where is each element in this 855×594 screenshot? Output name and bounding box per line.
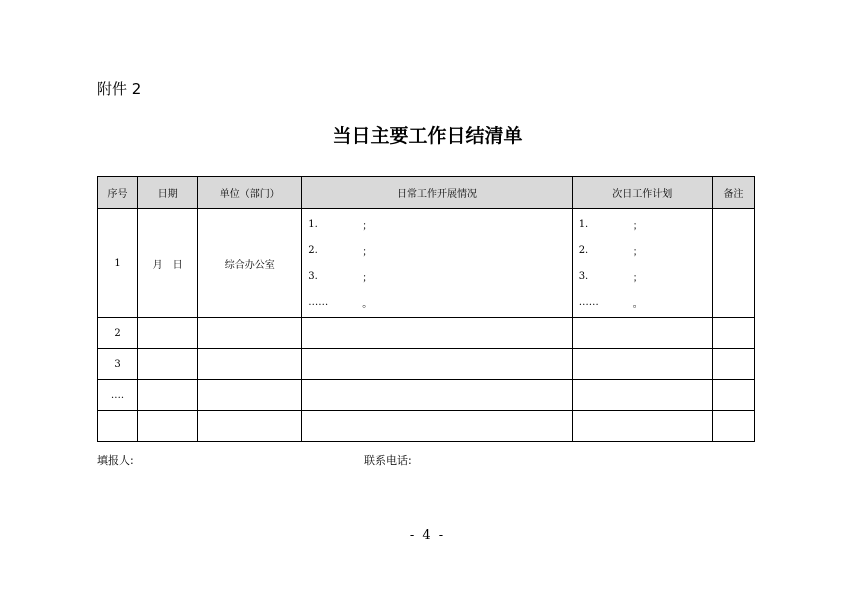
table-row <box>98 380 755 411</box>
row-unit <box>198 411 302 442</box>
daily-work-table <box>97 176 755 442</box>
daily-work-cell <box>302 411 572 442</box>
item-mark: ； <box>632 246 643 258</box>
row-unit <box>198 318 302 349</box>
next-day-plan-cell <box>572 349 712 380</box>
table-row <box>98 318 755 349</box>
row-seq <box>98 411 138 442</box>
item-number: …… <box>578 296 599 308</box>
plan-item <box>579 211 706 237</box>
row-date <box>138 380 198 411</box>
row-date: 月 日 <box>138 209 198 318</box>
row-seq: …. <box>98 380 138 411</box>
plan-item <box>579 289 706 315</box>
phone-label: 联系电话: <box>364 454 412 467</box>
plan-item <box>579 263 706 289</box>
row-unit: 综合办公室 <box>198 209 302 318</box>
header-next-day-plan: 次日工作计划 <box>572 177 712 209</box>
table-header-row <box>98 177 755 209</box>
row-remarks <box>712 411 754 442</box>
reporter-label: 填报人: <box>97 454 134 467</box>
row-remarks <box>712 209 754 318</box>
daily-work-cell <box>302 349 572 380</box>
daily-work-cell <box>302 209 572 318</box>
page-number: - 4 - <box>409 528 446 543</box>
annex-label: 附件 2 <box>97 80 142 98</box>
row-remarks <box>712 349 754 380</box>
table-row <box>98 209 755 318</box>
row-unit <box>198 349 302 380</box>
next-day-plan-cell <box>572 411 712 442</box>
header-daily-work: 日常工作开展情况 <box>302 177 572 209</box>
item-mark: 。 <box>362 298 373 310</box>
work-item <box>308 237 565 263</box>
row-remarks <box>712 380 754 411</box>
work-item <box>308 289 565 315</box>
item-mark: ； <box>632 272 643 284</box>
item-number: 1. <box>308 218 318 230</box>
item-number: 3. <box>578 270 589 282</box>
item-mark: ； <box>362 246 373 258</box>
row-seq: 3 <box>98 349 138 380</box>
plan-item <box>579 237 706 263</box>
table-row <box>98 349 755 380</box>
work-item <box>308 211 565 237</box>
item-number: 2. <box>308 244 318 256</box>
row-date <box>138 411 198 442</box>
next-day-plan-cell <box>572 209 712 318</box>
item-number: …… <box>308 296 329 308</box>
work-item <box>308 263 565 289</box>
row-date <box>138 318 198 349</box>
item-mark: ； <box>632 220 643 232</box>
table-row <box>98 411 755 442</box>
header-seq: 序号 <box>98 177 138 209</box>
row-date <box>138 349 198 380</box>
item-number: 2. <box>578 244 589 256</box>
next-day-plan-cell <box>572 318 712 349</box>
document-title: 当日主要工作日结清单 <box>332 125 523 147</box>
row-seq: 1 <box>98 209 138 318</box>
row-remarks <box>712 318 754 349</box>
row-seq: 2 <box>98 318 138 349</box>
daily-work-cell <box>302 380 572 411</box>
next-day-plan-cell <box>572 380 712 411</box>
header-remarks: 备注 <box>712 177 754 209</box>
header-date: 日期 <box>138 177 198 209</box>
item-mark: ； <box>362 272 373 284</box>
item-mark: 。 <box>632 298 643 310</box>
item-mark: ； <box>362 220 373 232</box>
item-number: 1. <box>578 218 589 230</box>
daily-work-cell <box>302 318 572 349</box>
header-unit: 单位（部门） <box>198 177 302 209</box>
row-unit <box>198 380 302 411</box>
item-number: 3. <box>308 270 318 282</box>
